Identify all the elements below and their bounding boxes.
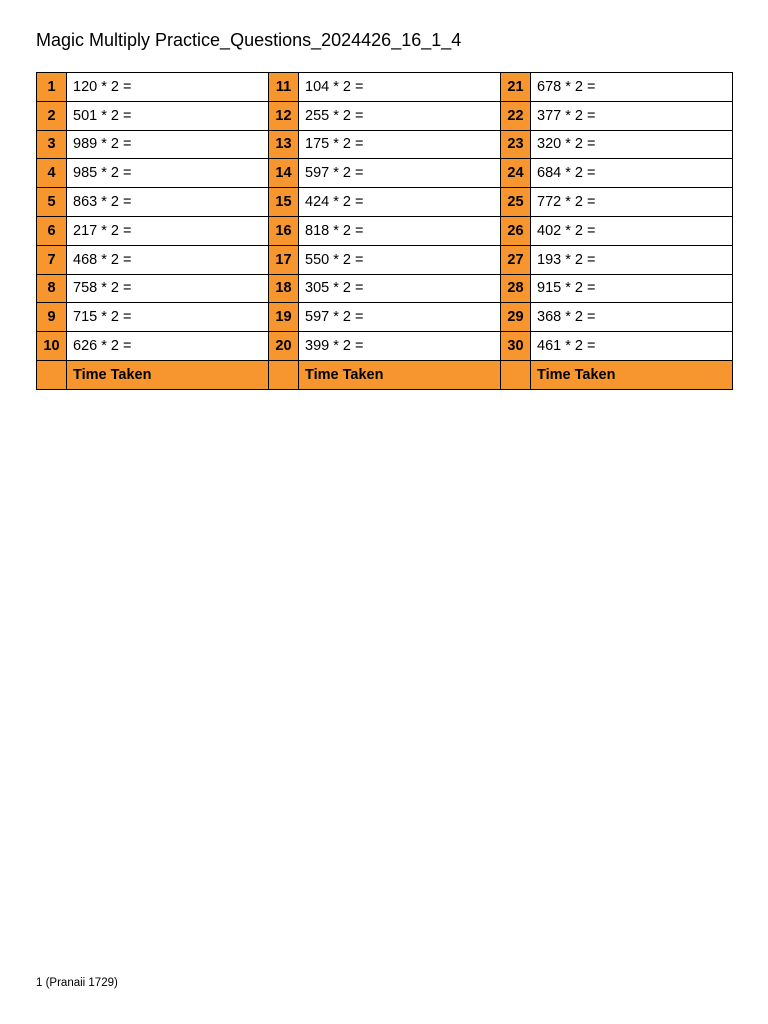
- question-number: 27: [501, 245, 531, 274]
- question-number: 17: [269, 245, 299, 274]
- question-number: 29: [501, 303, 531, 332]
- time-taken-spacer: [501, 360, 531, 389]
- question-number: 6: [37, 216, 67, 245]
- question-cell: 626 * 2 =: [67, 332, 269, 361]
- table-row: [37, 274, 733, 303]
- question-cell: 758 * 2 =: [67, 274, 269, 303]
- question-cell: 678 * 2 =: [531, 73, 733, 102]
- question-cell: 399 * 2 =: [299, 332, 501, 361]
- question-cell: 368 * 2 =: [531, 303, 733, 332]
- question-number: 13: [269, 130, 299, 159]
- question-cell: 985 * 2 =: [67, 159, 269, 188]
- table-row: [37, 73, 733, 102]
- question-number: 28: [501, 274, 531, 303]
- question-number: 30: [501, 332, 531, 361]
- question-number: 19: [269, 303, 299, 332]
- question-number: 3: [37, 130, 67, 159]
- time-taken-label: Time Taken: [531, 360, 733, 389]
- question-cell: 772 * 2 =: [531, 188, 733, 217]
- time-taken-label: Time Taken: [67, 360, 269, 389]
- table-row: [37, 216, 733, 245]
- question-cell: 597 * 2 =: [299, 303, 501, 332]
- question-cell: 255 * 2 =: [299, 101, 501, 130]
- time-taken-spacer: [37, 360, 67, 389]
- question-cell: 320 * 2 =: [531, 130, 733, 159]
- question-number: 23: [501, 130, 531, 159]
- question-number: 15: [269, 188, 299, 217]
- table-row: [37, 159, 733, 188]
- question-table: [36, 72, 733, 390]
- question-cell: 120 * 2 =: [67, 73, 269, 102]
- question-number: 2: [37, 101, 67, 130]
- question-number: 24: [501, 159, 531, 188]
- table-row: [37, 188, 733, 217]
- question-cell: 863 * 2 =: [67, 188, 269, 217]
- question-cell: 684 * 2 =: [531, 159, 733, 188]
- question-number: 26: [501, 216, 531, 245]
- question-number: 10: [37, 332, 67, 361]
- page-title: Magic Multiply Practice_Questions_2024426_16_1_4: [36, 30, 462, 50]
- question-cell: 597 * 2 =: [299, 159, 501, 188]
- question-cell: 424 * 2 =: [299, 188, 501, 217]
- question-cell: 305 * 2 =: [299, 274, 501, 303]
- question-cell: 217 * 2 =: [67, 216, 269, 245]
- table-row: [37, 101, 733, 130]
- question-number: 12: [269, 101, 299, 130]
- question-cell: 402 * 2 =: [531, 216, 733, 245]
- question-number: 4: [37, 159, 67, 188]
- question-number: 21: [501, 73, 531, 102]
- time-taken-label: Time Taken: [299, 360, 501, 389]
- question-number: 14: [269, 159, 299, 188]
- question-number: 16: [269, 216, 299, 245]
- question-cell: 377 * 2 =: [531, 101, 733, 130]
- question-number: 20: [269, 332, 299, 361]
- question-cell: 501 * 2 =: [67, 101, 269, 130]
- question-number: 22: [501, 101, 531, 130]
- question-cell: 175 * 2 =: [299, 130, 501, 159]
- question-number: 25: [501, 188, 531, 217]
- question-number: 8: [37, 274, 67, 303]
- question-cell: 989 * 2 =: [67, 130, 269, 159]
- table-row: [37, 303, 733, 332]
- table-row: [37, 245, 733, 274]
- time-taken-row: [37, 360, 733, 389]
- question-number: 7: [37, 245, 67, 274]
- question-number: 9: [37, 303, 67, 332]
- question-cell: 104 * 2 =: [299, 73, 501, 102]
- question-number: 1: [37, 73, 67, 102]
- question-number: 5: [37, 188, 67, 217]
- question-cell: 193 * 2 =: [531, 245, 733, 274]
- question-cell: 468 * 2 =: [67, 245, 269, 274]
- table-row: [37, 130, 733, 159]
- question-cell: 550 * 2 =: [299, 245, 501, 274]
- question-number: 11: [269, 73, 299, 102]
- page-footer: 1 (Pranaii 1729): [36, 977, 118, 989]
- table-row: [37, 332, 733, 361]
- question-cell: 818 * 2 =: [299, 216, 501, 245]
- question-number: 18: [269, 274, 299, 303]
- time-taken-spacer: [269, 360, 299, 389]
- question-cell: 461 * 2 =: [531, 332, 733, 361]
- question-cell: 915 * 2 =: [531, 274, 733, 303]
- question-cell: 715 * 2 =: [67, 303, 269, 332]
